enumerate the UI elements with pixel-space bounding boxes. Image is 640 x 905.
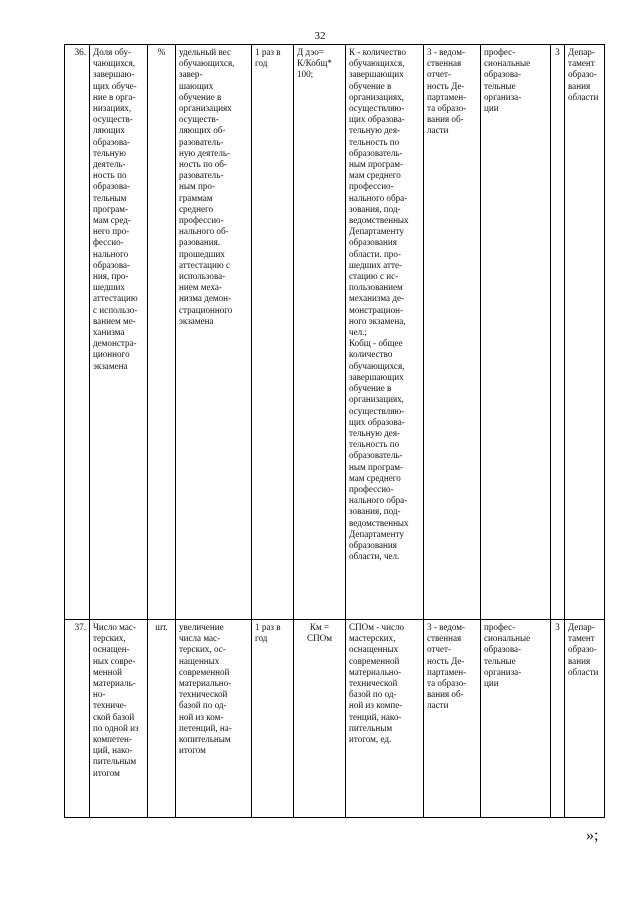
observation-unit: профес- сиональные образова- тельные организа- ции: [481, 620, 551, 818]
unit: %: [148, 45, 176, 620]
indicator-name: Доля обу- чающихся, завершаю- щих обуче- ние в орга- низациях, осуществ- ляющих образова- тельную деятель- ность по образова- тельным програм- мам сред- него про- фессио- нального образова- ния, про- шедших аттестацию с использо- ванием ме- ханизма демонстра- ционного экзамена: [90, 45, 148, 620]
responsible-body: Депар- тамент образо- вания области: [565, 45, 605, 620]
page-number: 32: [314, 30, 326, 42]
formula: Д дэо= К/Кобщ* 100;: [294, 45, 346, 620]
responsible-body: Депар- тамент образо- вания области: [565, 620, 605, 818]
table-row: [65, 45, 605, 620]
observation-unit: профес- сиональные образова- тельные организа- ции: [481, 45, 551, 620]
data-source: 3 - ведом- ственная отчет- ность Де- партамен- та образо- вания об- ласти: [424, 620, 481, 818]
closing-quote-mark: »;: [586, 827, 599, 844]
method-code: 3: [551, 45, 565, 620]
table-row: [65, 620, 605, 818]
indicator-definition: удельный вес обучающихся, завер- шающих обучение в организациях осуществ- ляющих об- разователь- ную деятель- ность по об- разователь- ным про- граммам среднего профессио- нального об- разования. прошедших аттестацию с использова- нием меха- низма демон- страционного экзамена: [176, 45, 252, 620]
indicator-name: Число мас- терских, оснащен- ных совре- менной материаль- но- техниче- ской базой по одной из компетен- ций, нако- пительным итогом: [90, 620, 148, 818]
data-source: 3 - ведом- ственная отчет- ность Де- партамен- та образо- вания об- ласти: [424, 45, 481, 620]
unit: шт.: [148, 620, 176, 818]
row-number: 36.: [65, 45, 90, 620]
method-code: 3: [551, 620, 565, 818]
formula: Км = СПОм: [294, 620, 346, 818]
indicator-definition: увеличение числа мас- терских, ос- нащенных современной материально- технической базой по од- ной из ком- петенций, на- копительным итогом: [176, 620, 252, 818]
frequency: 1 раз в год: [252, 45, 294, 620]
variables: К - количество обучающихся, завершающих обучение в организациях, осуществляю- щих образова- тельную дея- тельность по образователь- ным програм- мам среднего профессио- нального обра- зования, под- ведомственных Департаменту образования области. про- шедших атте- стацию с ис- пользованием механизма де- монстрацион- ного экзамена, чел.; Кобщ - общее количество обучающихся, завершающих обучение в организациях, осуществляю- щих образова- тельную дея- тельность по образователь- ным програм- мам среднего профессио- нального обра- зования, под- ведомственных Департаменту образования области, чел.: [346, 45, 424, 620]
frequency: 1 раз в год: [252, 620, 294, 818]
indicators-table: [64, 44, 605, 818]
variables: СПОм - число мастерских, оснащенных современной материально- технической базой по од- ной из компе- тенций, нако- пительным итогом, ед.: [346, 620, 424, 818]
row-number: 37.: [65, 620, 90, 818]
